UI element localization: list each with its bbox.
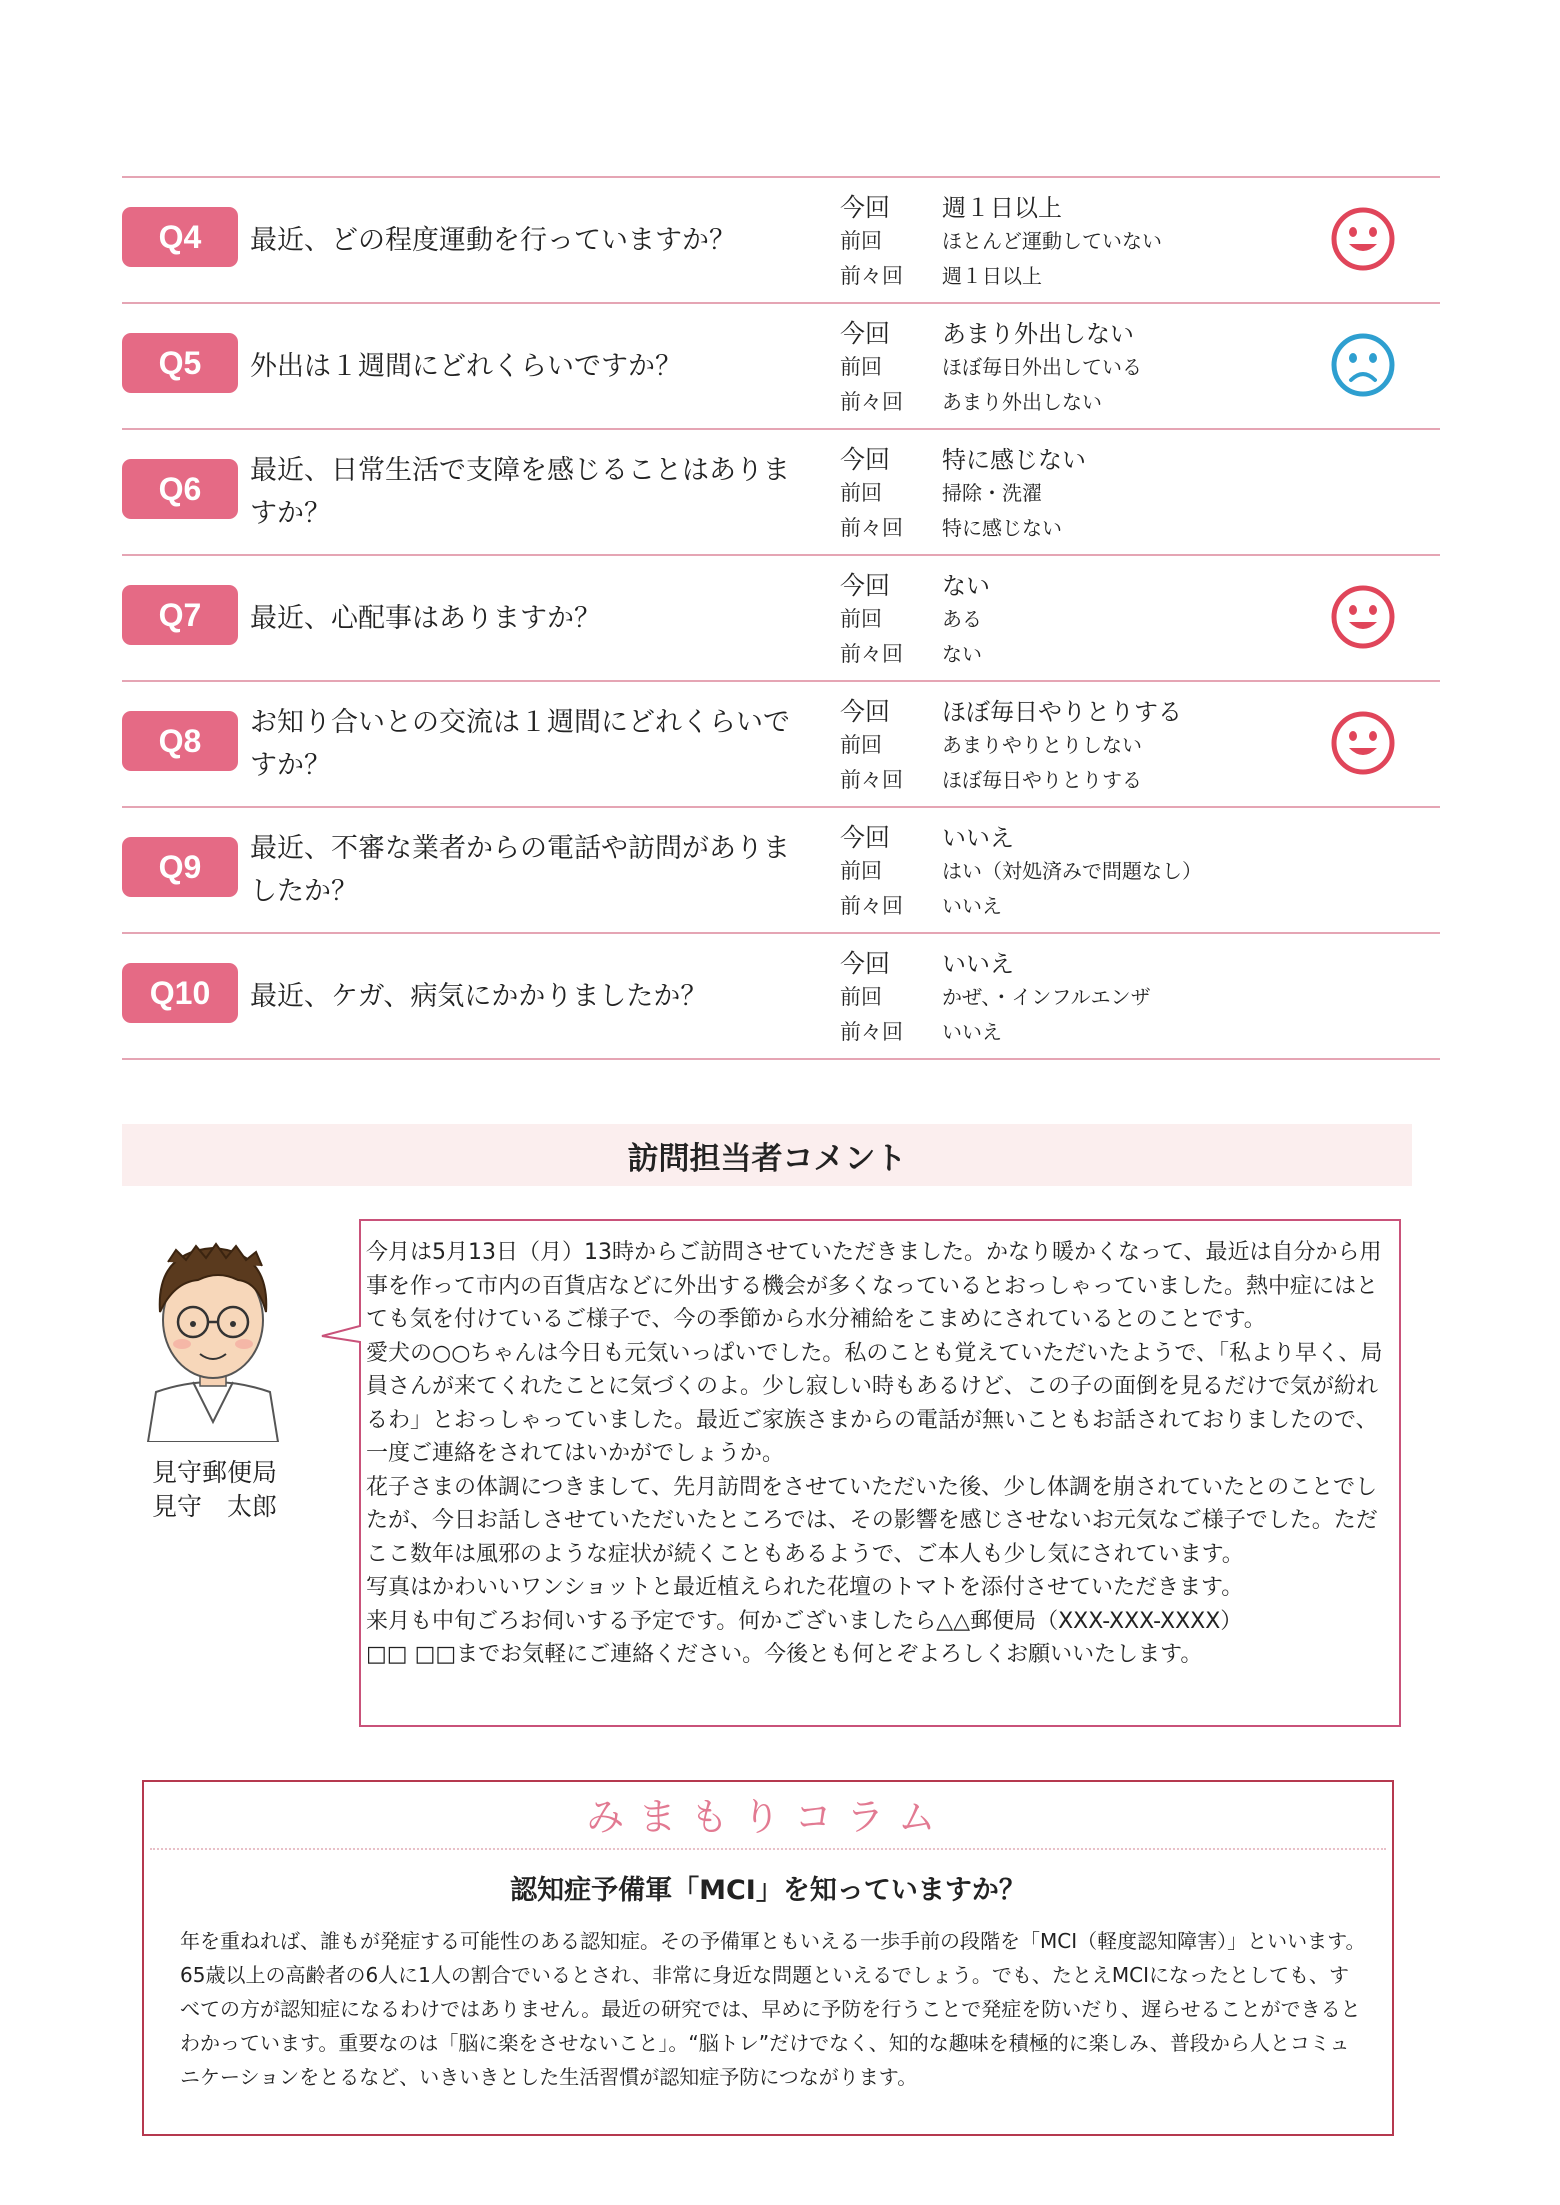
- column-body: 年を重ねれば、誰もが発症する可能性のある認知症。その予備軍ともいえる一歩手前の段階を「MCI（軽度認知障害）」といいます。65歳以上の高齢者の6人に1人の割合でいるとされ、非常に身近な問題といえるでしょう。でも、たとえMCIになったとしても、すべての方が認知症になるわけではありません。最近の研究では、早めに予防を行うことで発症を防いだり、遅らせることができるとわかっています。重要なのは「脳に楽をさせないこと」。“脳トレ”だけでなく、知的な趣味を積極的に楽しみ、普段から人とコミュニケーションをとるなど、いきいきとした生活習慣が認知症予防につながります。: [180, 1929, 1366, 2089]
- question-rows: [122, 178, 1440, 1060]
- smile-face-icon: [1330, 710, 1396, 776]
- column-divider: [150, 1848, 1386, 1850]
- answer-history: [840, 818, 1280, 925]
- answer-before-previous: 前々回 週１日以上: [840, 264, 1042, 288]
- answer-current: 今回 週１日以上: [840, 193, 1062, 222]
- answer-current: 今回 いいえ: [840, 949, 1014, 978]
- answer-history: [840, 314, 1280, 421]
- question-table: [122, 176, 1440, 1060]
- answer-previous: 前回 あまりやりとりしない: [840, 733, 1142, 757]
- staff-info: [152, 1456, 277, 1524]
- column-heading: 認知症予備軍「MCI」を知っていますか？: [510, 1875, 1026, 1906]
- question-row: [122, 178, 1440, 304]
- answer-before-previous: 前々回 あまり外出しない: [840, 390, 1102, 414]
- question-text: 最近、日常生活で支障を感じることはありますか？: [250, 455, 790, 529]
- answer-previous: 前回 ほぼ毎日外出している: [840, 355, 1142, 379]
- question-number-badge: Q6: [122, 459, 238, 519]
- question-row: [122, 682, 1440, 808]
- question-row: [122, 934, 1440, 1060]
- answer-current: 今回 ほぼ毎日やりとりする: [840, 697, 1182, 726]
- answer-current: 今回 ない: [840, 571, 990, 600]
- answer-current: 今回 いいえ: [840, 823, 1014, 852]
- smile-face-icon: [1330, 584, 1396, 650]
- answer-current: 今回 あまり外出しない: [840, 319, 1134, 348]
- answer-previous: 前回 掃除・洗濯: [840, 481, 1042, 505]
- column-title: みまもりコラム: [586, 1795, 950, 1839]
- question-number-badge: Q5: [122, 333, 238, 393]
- comment-bubble: [320, 1218, 1402, 1728]
- answer-history: [840, 188, 1280, 295]
- answer-history: [840, 566, 1280, 673]
- answer-history: [840, 692, 1280, 799]
- question-number-badge: Q9: [122, 837, 238, 897]
- question-text: 外出は１週間にどれくらいですか？: [250, 350, 682, 382]
- question-row: [122, 808, 1440, 934]
- question-row: [122, 304, 1440, 430]
- staff-avatar: [138, 1222, 288, 1442]
- column-box: [142, 1780, 1394, 2136]
- question-number-badge: Q4: [122, 207, 238, 267]
- answer-current: 今回 特に感じない: [840, 445, 1086, 474]
- question-row: [122, 556, 1440, 682]
- answer-history: [840, 440, 1280, 547]
- question-number-badge: Q7: [122, 585, 238, 645]
- smile-face-icon: [1330, 206, 1396, 272]
- question-text: 最近、ケガ、病気にかかりましたか？: [250, 980, 708, 1012]
- question-text: 最近、心配事はありますか？: [250, 602, 601, 634]
- answer-previous: 前回 ある: [840, 607, 982, 631]
- answer-before-previous: 前々回 ない: [840, 642, 982, 666]
- question-number-badge: Q8: [122, 711, 238, 771]
- comment-body: 今月は5月13日（月）13時からご訪問させていただきました。かなり暖かくなって、最近は自分から用事を作って市内の百貨店などに外出する機会が多くなっているとおっしゃっていました。熱中症にはとても気を付けているご様子で、今の季節から水分補給をこまめにされているとのことです。 愛犬の○○ちゃんは今日も元気いっぱいでした。私のことも覚えていただいたようで、「私より早く、局員さんが来てくれたことに気づくのよ。少し寂しい時もあるけど、この子の面倒を見るだけで気が紛れるわ」とおっしゃっていました。最近ご家族さまからの電話が無いこともお話されておりましたので、一度ご連絡をされてはいかがでしょうか。 花子さまの体調につきまして、先月訪問をさせていただいた後、少し体調を崩されていたとのことでしたが、今日お話しさせていただいたところでは、その影響を感じさせないお元気なご様子でした。ただここ数年は風邪のような症状が続くこともあるようで、ご本人も少し気にされています。 写真はかわいいワンショットと最近植えられた花壇のトマトを添付させていただきます。 来月も中旬ごろお伺いする予定です。何かございましたら△△郵便局（XXX-XXX-XXXX） □□ □□までお気軽にご連絡ください。今後とも何とぞよろしくお願いいたします。: [366, 1240, 1383, 1667]
- question-number-badge: Q10: [122, 963, 238, 1023]
- answer-history: [840, 944, 1280, 1051]
- answer-before-previous: 前々回 いいえ: [840, 894, 1002, 918]
- question-text: 最近、どの程度運動を行っていますか？: [250, 224, 736, 256]
- answer-before-previous: 前々回 ほぼ毎日やりとりする: [840, 768, 1142, 792]
- answer-before-previous: 前々回 特に感じない: [840, 516, 1062, 540]
- answer-previous: 前回 ほとんど運動していない: [840, 229, 1162, 253]
- answer-previous: 前回 かぜ、・インフルエンザ: [840, 985, 1151, 1009]
- comment-section-title: 訪問担当者コメント: [122, 1124, 1412, 1186]
- staff-name: 見守 太郎: [152, 1492, 278, 1521]
- question-row: [122, 430, 1440, 556]
- question-text: お知り合いとの交流は１週間にどれくらいですか？: [250, 707, 790, 781]
- staff-org: 見守郵便局: [152, 1458, 278, 1487]
- question-text: 最近、不審な業者からの電話や訪問がありましたか？: [250, 833, 790, 907]
- sad-face-icon: [1330, 332, 1396, 398]
- answer-previous: 前回 はい（対処済みで問題なし）: [840, 859, 1202, 883]
- answer-before-previous: 前々回 いいえ: [840, 1020, 1002, 1044]
